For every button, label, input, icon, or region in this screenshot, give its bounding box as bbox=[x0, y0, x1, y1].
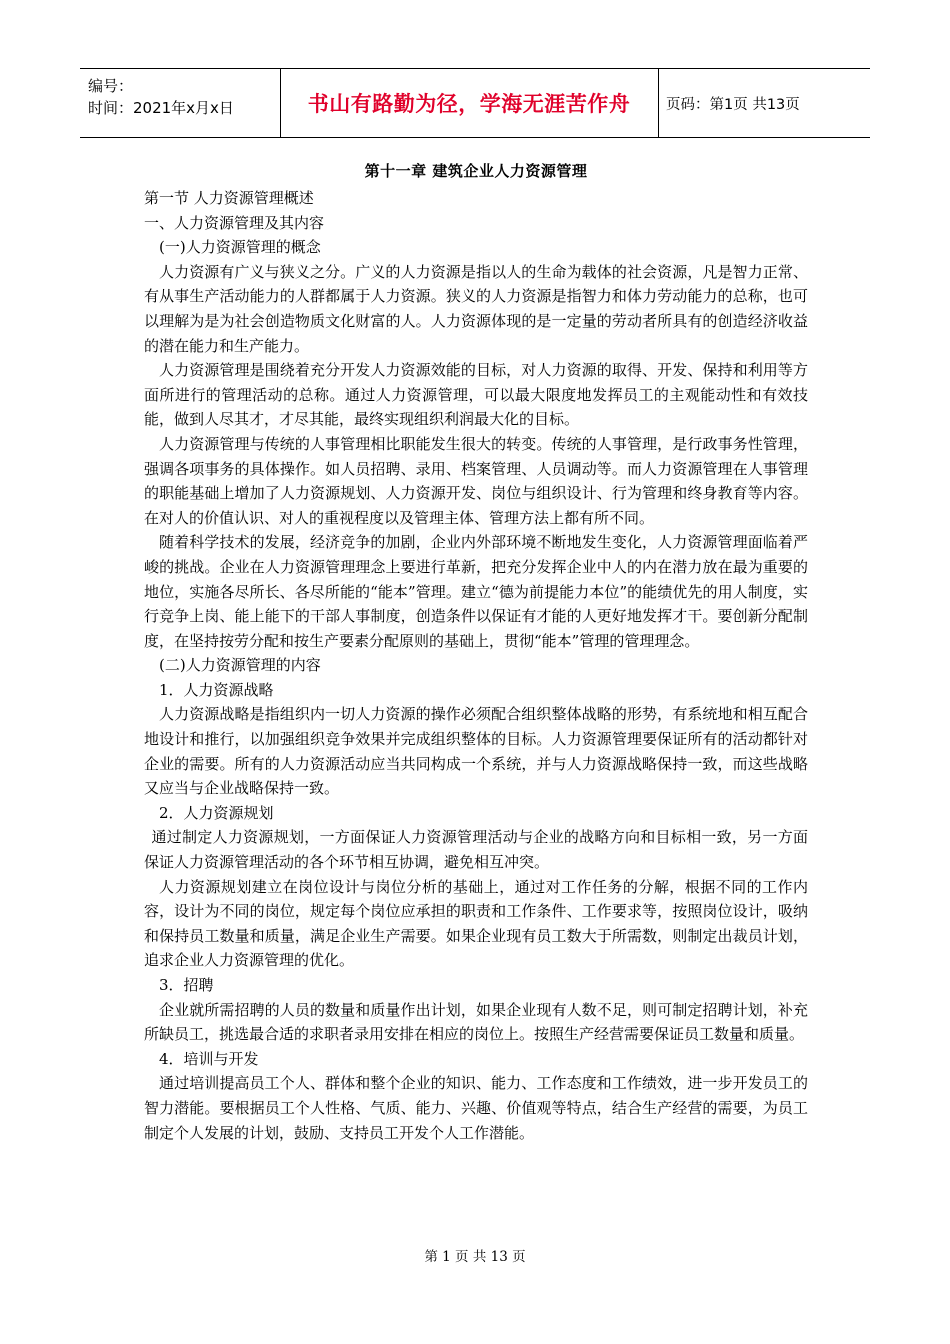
paragraph-8: 企业就所需招聘的人员的数量和质量作出计划，如果企业现有人数不足，则可制定招聘计划，补充所缺员工，挑选最合适的求职者录用安排在相应的岗位上。按照生产经营需要保证员工数量和质量。 bbox=[144, 1000, 808, 1044]
paragraph-4: 随着科学技术的发展，经济竞争的加剧，企业内外部环境不断地发生变化，人力资源管理面临着严峻的挑战。企业在人力资源管理理念上要进行革新，把充分发挥企业中人的内在潜力放在最为重要的地位，实施各尽所长、各尽所能的“能本”管理。建立“德为前提能力本位”的能绩优先的用人制度，实行竞争上岗、能上能下的干部人事制度，创造条件以保证有才能的人更好地发挥才干。要创新分配制度，在坚持按劳分配和按生产要素分配原则的基础上，贯彻“能本”管理的管理理念。 bbox=[144, 533, 808, 650]
paragraph-2: 人力资源管理是围绕着充分开发人力资源效能的目标，对人力资源的取得、开发、保持和利用等方面所进行的管理活动的总称。通过人力资源管理，可以最大限度地发挥员工的主观能动性和有效技能，做到人尽其才，才尽其能，最终实现组织利润最大化的目标。 bbox=[144, 361, 808, 429]
subheading-2: (二)人力资源管理的内容 bbox=[159, 656, 321, 675]
list-item-heading-4: 4．培训与开发 bbox=[159, 1049, 259, 1068]
paragraph-7: 人力资源规划建立在岗位设计与岗位分析的基础上，通过对工作任务的分解，根据不同的工作内容，设计为不同的岗位，规定每个岗位应承担的职责和工作条件、工作要求等，按照岗位设计，吸纳和保持员工数量和质量，满足企业生产需要。如果企业现有员工数大于所需数，则制定出裁员计划，追求企业人力资源管理的优化。 bbox=[144, 877, 808, 970]
header-divider-right bbox=[658, 69, 659, 137]
paragraph-9: 通过培训提高员工个人、群体和整个企业的知识、能力、工作态度和工作绩效，进一步开发员工的智力潜能。要根据员工个人性格、气质、能力、兴趣、价值观等特点，结合生产经营的需要，为员工制定个人发展的计划，鼓励、支持员工开发个人工作潜能。 bbox=[144, 1074, 808, 1142]
document-header bbox=[80, 68, 870, 138]
paragraph-5: 人力资源战略是指组织内一切人力资源的操作必须配合组织整体战略的形势，有系统地和相互配合地设计和推行，以加强组织竞争效果并完成组织整体的目标。人力资源管理要保证所有的活动都针对企业的需要。所有的人力资源活动应当共同构成一个系统，并与人力资源战略保持一致，而这些战略又应当与企业战略保持一致。 bbox=[144, 705, 808, 798]
header-page-info: 页码：第1页 共13页 bbox=[666, 96, 800, 113]
list-item-heading-3: 3．招聘 bbox=[159, 976, 214, 994]
paragraph-6: 通过制定人力资源规划，一方面保证人力资源管理活动与企业的战略方向和目标相一致，另一方面保证人力资源管理活动的各个环节相互协调，避免相互冲突。 bbox=[144, 828, 808, 872]
list-item-heading-1: 1．人力资源战略 bbox=[159, 680, 274, 699]
header-meta bbox=[88, 75, 234, 119]
header-date: 时间：2021年x月x日 bbox=[88, 99, 234, 117]
section-heading: 第一节 人力资源管理概述 bbox=[144, 189, 314, 207]
subheading-1: (一)人力资源管理的概念 bbox=[159, 238, 321, 257]
chapter-title: 第十一章 建筑企业人力资源管理 bbox=[364, 162, 588, 180]
paragraph-3: 人力资源管理与传统的人事管理相比职能发生很大的转变。传统的人事管理，是行政事务性管理，强调各项事务的具体操作。如人员招聘、录用、档案管理、人员调动等。而人力资源管理在人事管理的职能基础上增加了人力资源规划、人力资源开发、岗位与组织设计、行为管理和终身教育等内容。在对人的价值认识、对人的重视程度以及管理主体、管理方法上都有所不同。 bbox=[144, 434, 808, 527]
page-footer: 第 1 页 共 13 页 bbox=[424, 1249, 526, 1265]
paragraph-1: 人力资源有广义与狭义之分。广义的人力资源是指以人的生命为载体的社会资源，凡是智力正常、有从事生产活动能力的人群都属于人力资源。狭义的人力资源是指智力和体力劳动能力的总称，也可以理解为是为社会创造物质文化财富的人。人力资源体现的是一定量的劳动者所具有的创造经济收益的潜在能力和生产能力。 bbox=[144, 262, 808, 355]
header-motto: 书山有路勤为径，学海无涯苦作舟 bbox=[307, 92, 631, 116]
list-item-heading-2: 2．人力资源规划 bbox=[159, 803, 274, 822]
header-number-label: 编号： bbox=[88, 77, 134, 95]
header-divider-left bbox=[280, 69, 281, 137]
document-body bbox=[144, 156, 808, 1145]
heading-1: 一、人力资源管理及其内容 bbox=[144, 213, 325, 232]
